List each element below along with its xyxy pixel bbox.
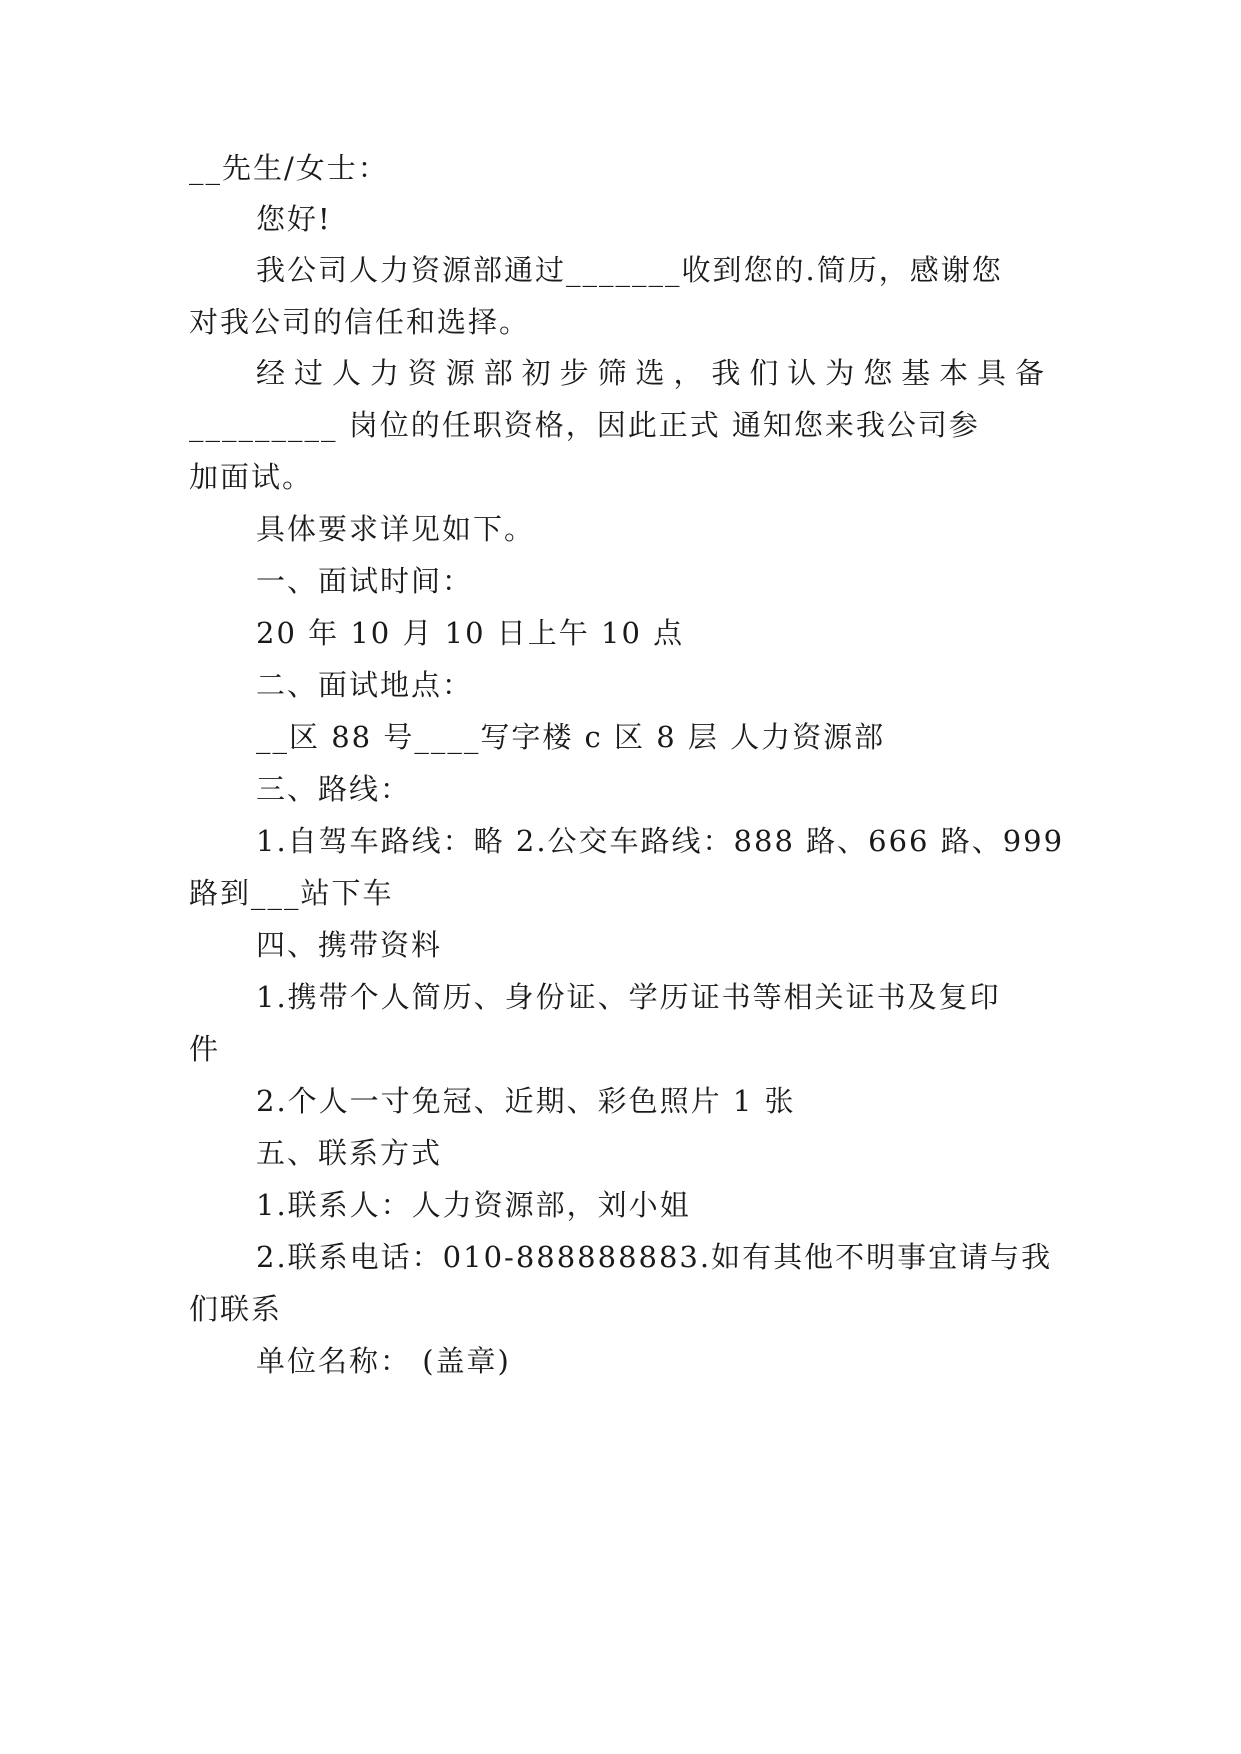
- route-line-2: 路到___站下车: [189, 876, 394, 910]
- paragraph-1-line-1: 我公司人力资源部通过_______收到您的.简历，感谢您: [256, 253, 1003, 287]
- materials-item-1-line-2: 件: [189, 1032, 221, 1066]
- contact-phone-line-1: 2.联系电话：010-888888883.如有其他不明事宜请与我: [256, 1240, 1053, 1274]
- time-heading: 一、面试时间：: [256, 564, 474, 598]
- place-value: __区 88 号____写字楼 c 区 8 层 人力资源部: [256, 720, 886, 754]
- paragraph-2-line-1: 经过人力资源部初步筛选，我们认为您基本具备: [256, 356, 1044, 390]
- details-intro: 具体要求详见如下。: [256, 512, 536, 546]
- paragraph-2-line-2: _________ 岗位的任职资格，因此正式 通知您来我公司参: [189, 408, 980, 442]
- paragraph-2-line-3: 加面试。: [189, 460, 314, 494]
- contact-person: 1.联系人：人力资源部，刘小姐: [256, 1188, 691, 1222]
- materials-item-2: 2.个人一寸免冠、近期、彩色照片 1 张: [256, 1084, 796, 1118]
- route-line-1: 1.自驾车路线：略 2.公交车路线：888 路、666 路、999: [256, 824, 1065, 858]
- materials-heading: 四、携带资料: [256, 928, 443, 962]
- signature-line: 单位名称： (盖章): [256, 1344, 511, 1378]
- materials-item-1-line-1: 1.携带个人简历、身份证、学历证书等相关证书及复印: [256, 980, 1001, 1014]
- place-heading: 二、面试地点：: [256, 668, 474, 702]
- greeting: 您好!: [256, 202, 332, 236]
- time-value: 20 年 10 月 10 日上午 10 点: [256, 616, 685, 650]
- contact-phone-line-2: 们联系: [189, 1292, 283, 1326]
- contact-heading: 五、联系方式: [256, 1136, 443, 1170]
- salutation: __先生/女士：: [189, 151, 389, 185]
- paragraph-1-line-2: 对我公司的信任和选择。: [189, 305, 531, 339]
- route-heading: 三、路线：: [256, 772, 412, 806]
